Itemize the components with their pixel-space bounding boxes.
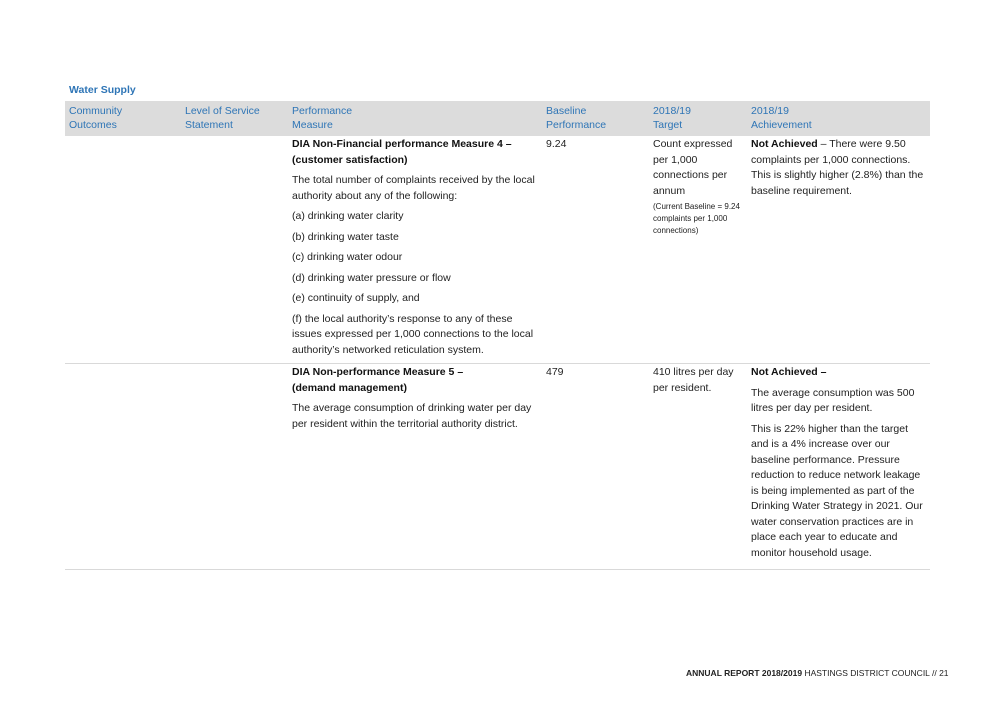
- page-footer: [686, 668, 949, 678]
- row1-baseline: 9.24: [546, 138, 567, 150]
- row2-measure-title: DIA Non-performance Measure 5 – (demand management): [292, 366, 464, 394]
- header-achievement: 2018/19 Achievement: [751, 105, 812, 131]
- header-baseline: Baseline Performance: [546, 105, 607, 131]
- row2-measure: [292, 365, 537, 437]
- footer-council: HASTINGS DISTRICT COUNCIL: [804, 668, 930, 678]
- row2-achievement: [751, 365, 927, 566]
- row1-measure-item-b: (b) drinking water taste: [292, 230, 399, 243]
- row1-measure-item-a: (a) drinking water clarity: [292, 210, 404, 222]
- header-community-outcomes: Community Outcomes: [69, 105, 123, 131]
- table-bottom-line: [65, 569, 930, 570]
- row1-measure-item-c: (c) drinking water odour: [292, 251, 403, 263]
- section-title: Water Supply: [69, 84, 136, 96]
- row2-measure-desc: The average consumption of drinking water per day per resident within the territorial authority district.: [292, 402, 532, 430]
- row1-achievement-text: – There were 9.50 complaints per 1,000 connections. This is slightly higher (2.8%) than the baseline requirement.: [751, 138, 924, 197]
- row1-measure-desc: The total number of complaints received by the local authority about any of the following:: [292, 174, 535, 202]
- row1-measure-item-d: (d) drinking water pressure or flow: [292, 271, 451, 284]
- footer-report: ANNUAL REPORT 2018/2019: [686, 668, 803, 678]
- row2-baseline: 479: [546, 366, 564, 378]
- row1-measure-title: DIA Non-Financial performance Measure 4 – (customer satisfaction): [292, 138, 512, 166]
- row2-achievement-p2: This is 22% higher than the target and is a 4% increase over our baseline performance. Pressure reduction to reduce network leakage is being implemented as part of the Drinking Water Strategy in 2021. Our water conservation practices are in place each year to educate and monitor household usage.: [751, 422, 923, 559]
- row1-achievement-status: Not Achieved: [751, 138, 818, 150]
- row1-measure: [292, 137, 537, 363]
- header-performance-measure: Performance Measure: [292, 105, 353, 131]
- footer-separator: //: [931, 668, 937, 678]
- header-target: 2018/19 Target: [653, 105, 691, 131]
- row2-target: 410 litres per day per resident.: [653, 366, 734, 394]
- row1-target: Count expressed per 1,000 connections per annum (Current Baseline = 9.24 complaints per 1,000 connections): [653, 137, 745, 237]
- row1-achievement: [751, 137, 927, 199]
- row-divider: [65, 363, 930, 364]
- row1-measure-item-f: (f) the local authority’s response to any of these issues expressed per 1,000 connections to the local authority’s networked reticulation system.: [292, 312, 534, 356]
- row1-target-note: (Current Baseline = 9.24 complaints per 1,000 connections): [653, 202, 740, 235]
- row2-achievement-p1: The average consumption was 500 litres per day per resident.: [751, 386, 915, 414]
- footer-page-number: 21: [939, 668, 949, 678]
- table-header: [65, 101, 930, 136]
- row1-measure-item-e: (e) continuity of supply, and: [292, 292, 420, 304]
- row2-achievement-status: Not Achieved –: [751, 366, 827, 378]
- header-level-of-service: Level of Service Statement: [185, 105, 260, 131]
